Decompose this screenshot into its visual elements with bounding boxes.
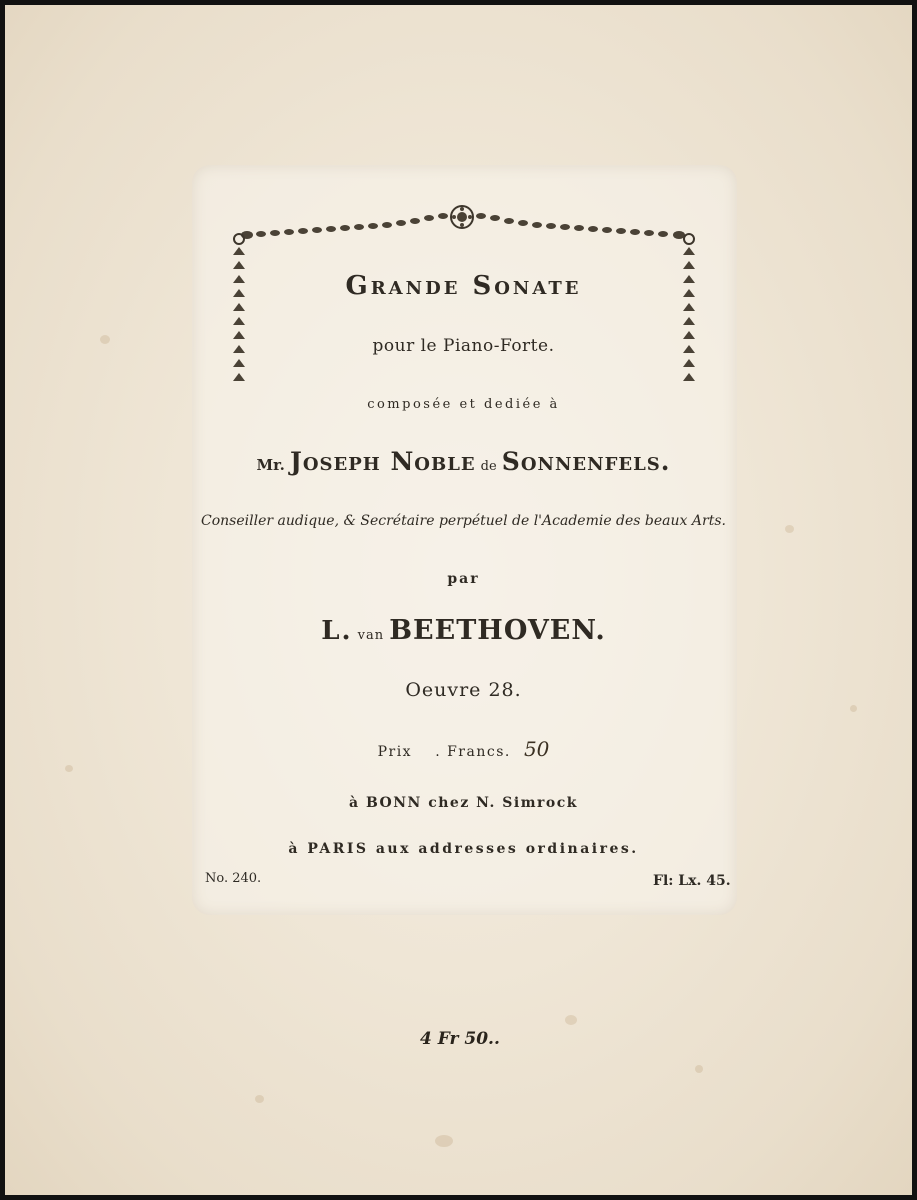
composer-particle: van bbox=[357, 628, 385, 643]
price-handwritten: 50 bbox=[523, 737, 550, 761]
foxing-spot bbox=[850, 705, 857, 712]
garland-left-drop bbox=[233, 247, 245, 381]
dedicatee-particle: de bbox=[480, 459, 497, 474]
composed-dedicated-line: composée et dediée à bbox=[367, 397, 560, 412]
dedicatee-prefix: Mr. bbox=[256, 456, 285, 474]
foxing-spot bbox=[255, 1095, 264, 1103]
work-subtitle: pour le Piano-Forte. bbox=[372, 336, 555, 356]
publisher-bonn: à BONN chez N. Simrock bbox=[349, 795, 578, 811]
price-line bbox=[5, 737, 917, 761]
garland-right-drop bbox=[683, 247, 695, 381]
pencil-price-note: 4 Fr 50.. bbox=[420, 1029, 500, 1049]
plate-price: Fl: Lx. 45. bbox=[653, 873, 731, 889]
work-title: Grande Sonate bbox=[345, 271, 582, 301]
composer-line bbox=[5, 615, 917, 646]
dedicatee-name: Joseph Noble bbox=[289, 447, 476, 476]
composer-initial: L. bbox=[321, 616, 353, 646]
foxing-spot bbox=[435, 1135, 453, 1147]
composer-surname: BEETHOVEN. bbox=[389, 615, 606, 646]
price-label: Prix bbox=[377, 744, 413, 760]
by-line: par bbox=[447, 571, 480, 587]
publisher-paris: à PARIS aux addresses ordinaires. bbox=[288, 841, 639, 857]
foxing-spot bbox=[65, 765, 73, 772]
garland-left-swag bbox=[241, 213, 448, 239]
foxing-spot bbox=[565, 1015, 577, 1025]
plate-number: No. 240. bbox=[205, 871, 262, 886]
dedicatee-title: Conseiller audique, & Secrétaire perpétuel de l'Academie des beaux Arts. bbox=[201, 513, 726, 529]
foxing-spot bbox=[695, 1065, 703, 1073]
opus-number: Oeuvre 28. bbox=[405, 679, 522, 701]
dedicatee-surname: Sonnenfels. bbox=[501, 447, 671, 476]
price-unit: . Francs. bbox=[435, 744, 511, 760]
rosette-icon bbox=[451, 206, 473, 228]
dedicatee-line bbox=[5, 447, 917, 476]
garland-right-swag bbox=[476, 213, 685, 239]
